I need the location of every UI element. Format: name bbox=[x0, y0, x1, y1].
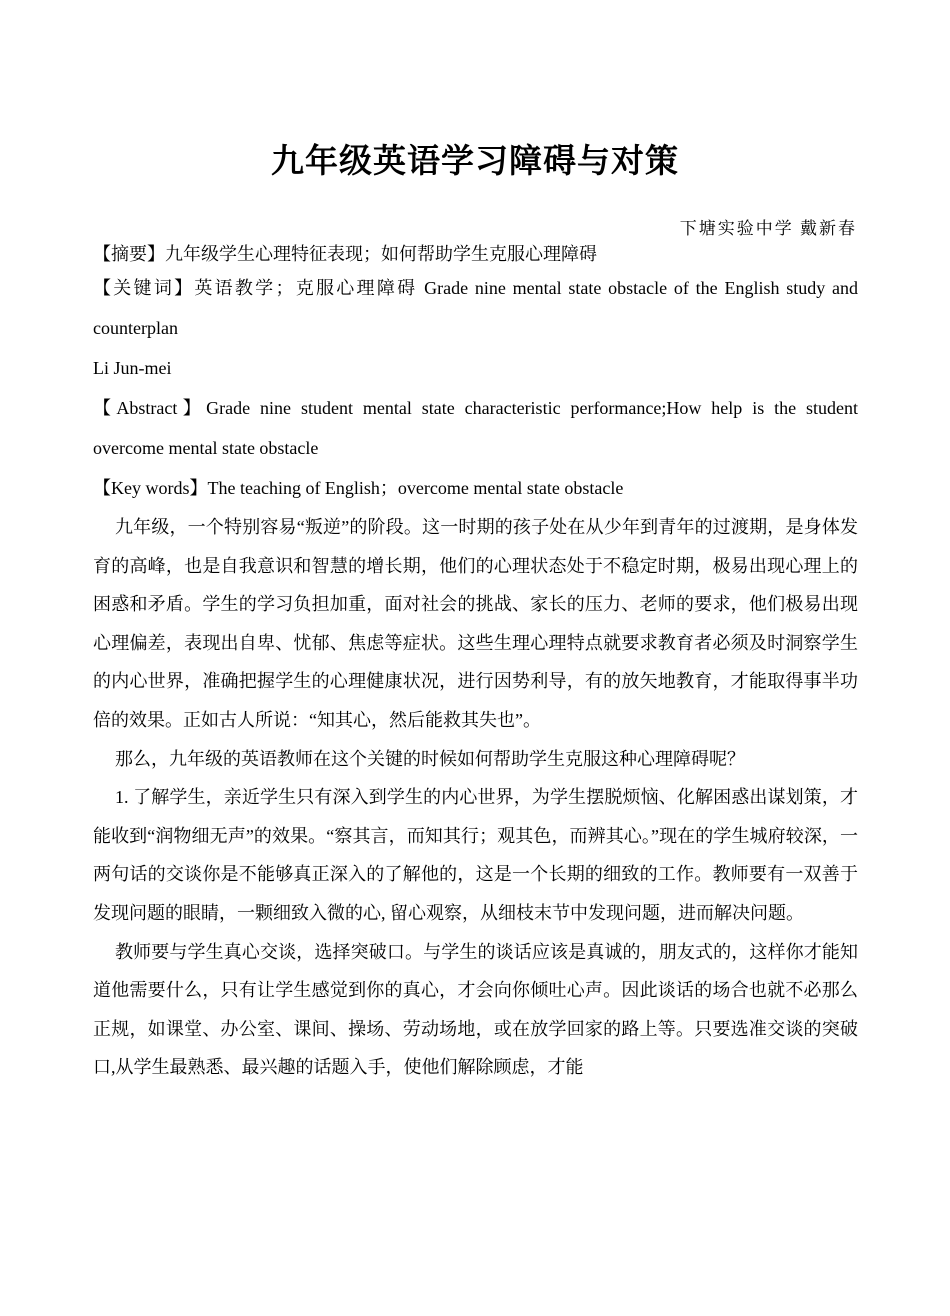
paragraph-talk: 教师要与学生真心交谈，选择突破口。与学生的谈话应该是真诚的，朋友式的，这样你才能知道他需要什么，只有让学生感觉到你的真心，才会向你倾吐心声。因此谈话的场合也就不必那么正规，如课堂、办公室、课间、操场、劳动场地，或在放学回家的路上等。只要选准交谈的突破口,从学生最熟悉、最兴趣的话题入手，使他们解除顾虑，才能 bbox=[93, 941, 858, 1078]
summary-line: 【摘要】九年级学生心理特征表现；如何帮助学生克服心理障碍 bbox=[93, 244, 597, 264]
paragraph-intro: 九年级，一个特别容易“叛逆”的阶段。这一时期的孩子处在从少年到青年的过渡期，是身体发育的高峰，也是自我意识和智慧的增长期，他们的心理状态处于不稳定时期，极易出现心理上的困惑和矛盾。学生的学习负担加重，面对社会的挑战、家长的压力、老师的要求，他们极易出现心理偏差，表现出自卑、忧郁、焦虑等症状。这些生理心理特点就要求教育者必须及时洞察学生的内心世界，准确把握学生的心理健康状况，进行因势利导，有的放矢地教育，才能取得事半功倍的效果。正如古人所说：“知其心，然后能救其失也”。 bbox=[93, 517, 858, 730]
keywords-english: 【Key words】The teaching of English；overcome mental state obstacle bbox=[93, 478, 624, 498]
abstract-english: 【Abstract】Grade nine student mental state characteristic performance;How help is the student overcome mental state obstacle bbox=[93, 398, 858, 458]
document-title: 九年级英语学习障碍与对策 bbox=[271, 141, 679, 180]
english-author: Li Jun-mei bbox=[93, 358, 172, 378]
paragraph-point-1: 1. 了解学生，亲近学生只有深入到学生的内心世界，为学生摆脱烦恼、化解困惑出谋划策，才能收到“润物细无声”的效果。“察其言，而知其行；观其色，而辨其心。”现在的学生城府较深，一两句话的交谈你是不能够真正深入的了解他的，这是一个长期的细致的工作。教师要有一双善于发现问题的眼睛，一颗细致入微的心, 留心观察，从细枝末节中发现问题，进而解决问题。 bbox=[93, 787, 858, 923]
document-body bbox=[93, 240, 858, 1087]
keywords-line: 【关键词】英语教学；克服心理障碍 Grade nine mental state obstacle of the English study and counterplan bbox=[93, 278, 858, 338]
author-line: 下塘实验中学 戴新春 bbox=[679, 219, 857, 238]
paragraph-question: 那么，九年级的英语教师在这个关键的时候如何帮助学生克服这种心理障碍呢？ bbox=[115, 748, 745, 769]
